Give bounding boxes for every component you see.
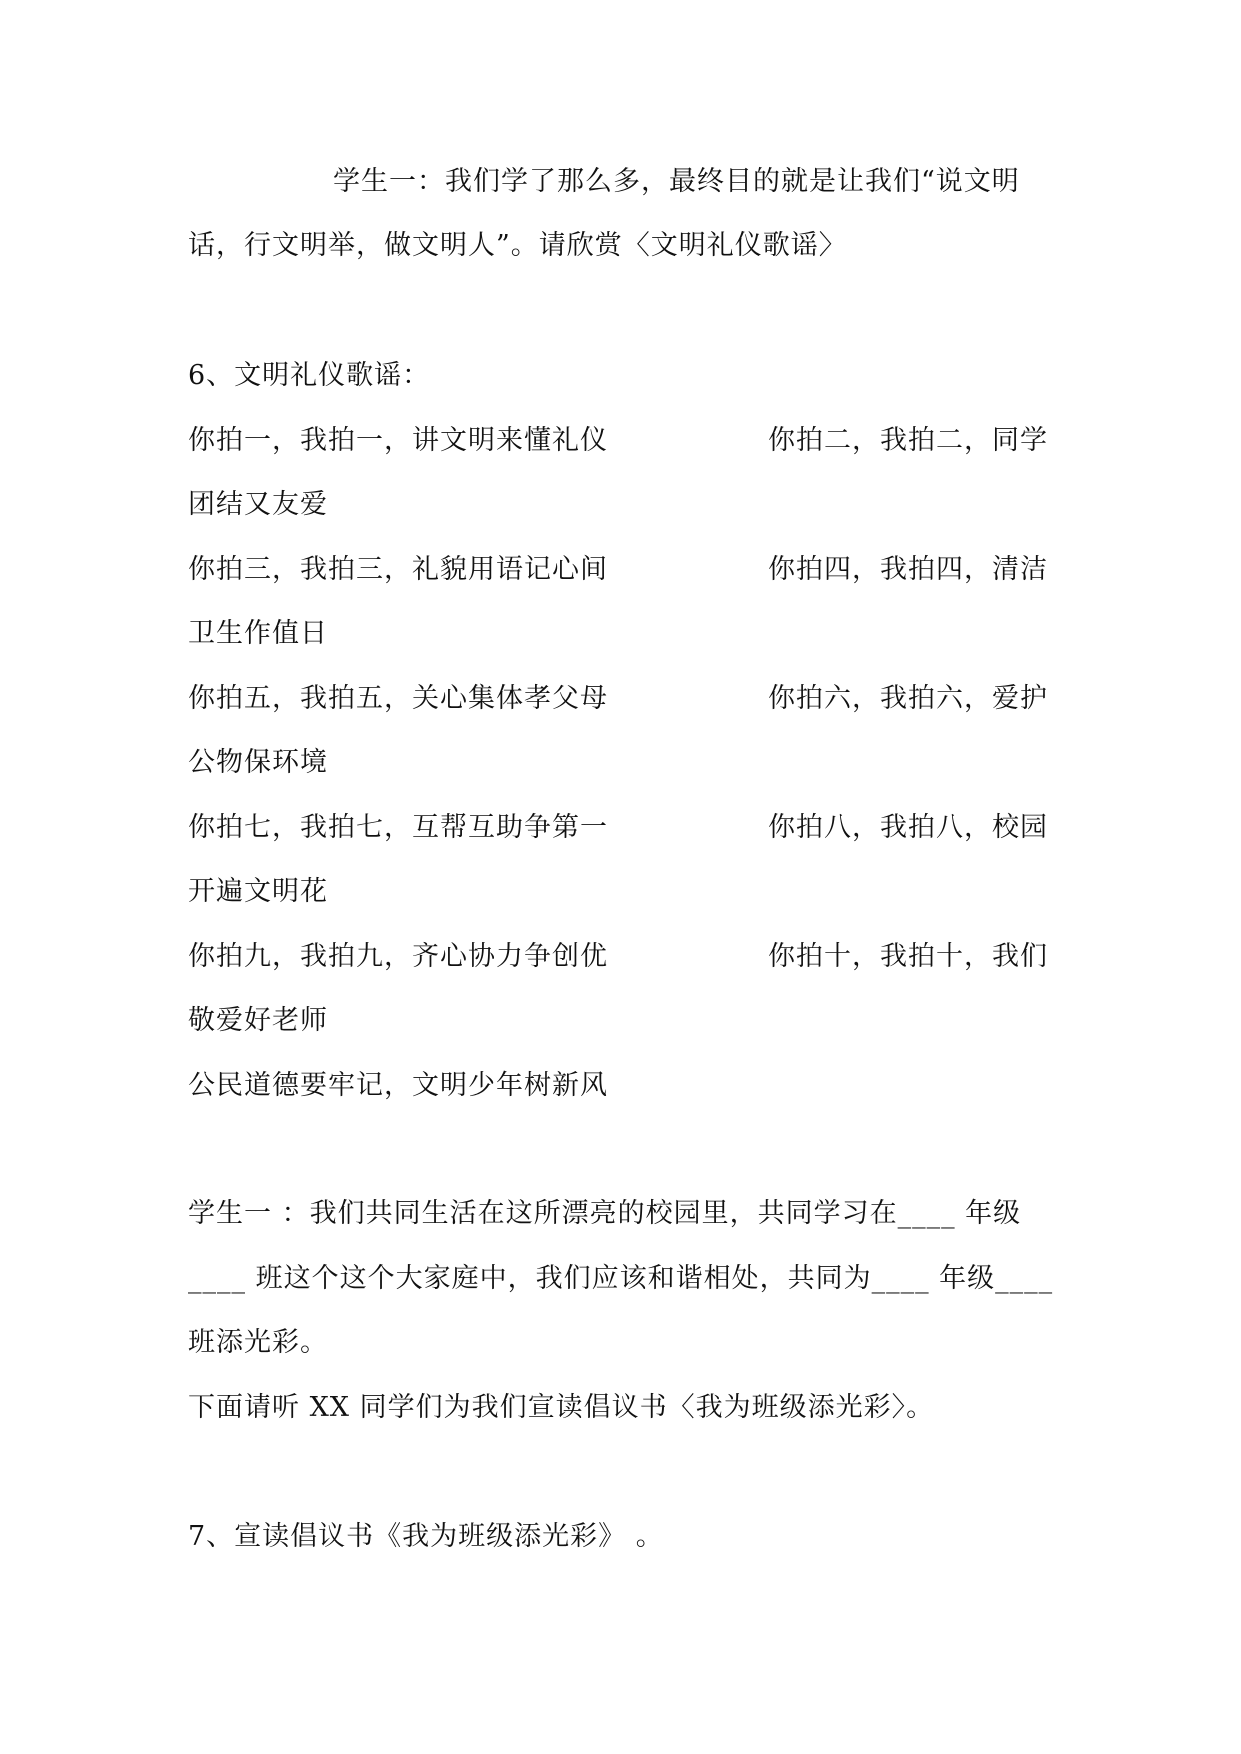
rhyme-wrap-3: 公物保环境 [188,747,328,778]
rhyme-wrap-4: 开遍文明花 [188,876,328,907]
rhyme-right: 你拍八，我拍八，校园 [768,812,1048,843]
speech-line-4: 下面请听 XX 同学们为我们宣读倡议书〈我为班级添光彩〉。 [188,1392,935,1423]
rhyme-left: 你拍五，我拍五，关心集体孝父母 [188,683,608,714]
intro-line-1: 学生一：我们学了那么多，最终目的就是让我们“说文明 [333,166,1020,197]
speech-line-1: 学生一 ：我们共同生活在这所漂亮的校园里，共同学习在____ 年级 [188,1198,1022,1229]
rhyme-left: 你拍三，我拍三，礼貌用语记心间 [188,554,608,585]
rhyme-right: 你拍六，我拍六，爱护 [768,683,1048,714]
rhyme-wrap-2: 卫生作值日 [188,618,328,649]
rhyme-left: 你拍九，我拍九，齐心协力争创优 [188,941,608,972]
rhyme-wrap-1: 团结又友爱 [188,489,328,520]
speech-line-2: ____ 班这个这个大家庭中，我们应该和谐相处，共同为____ 年级____ [188,1263,1054,1294]
rhyme-wrap-5: 敬爱好老师 [188,1005,328,1036]
rhyme-row-3 [188,681,1048,717]
rhyme-row-1 [188,423,1048,459]
rhyme-closing: 公民道德要牢记，文明少年树新风 [188,1070,608,1101]
rhyme-right: 你拍四，我拍四，清洁 [768,554,1048,585]
section-7-heading: 7、宣读倡议书《我为班级添光彩》 。 [188,1521,664,1552]
rhyme-row-2 [188,552,1048,588]
speech-line-3: 班添光彩。 [188,1327,328,1358]
rhyme-left: 你拍一，我拍一，讲文明来懂礼仪 [188,425,608,456]
section-6-heading: 6、文明礼仪歌谣： [188,360,431,391]
intro-line-2: 话，行文明举，做文明人”。请欣赏〈文明礼仪歌谣〉 [188,230,847,261]
rhyme-row-4 [188,810,1048,846]
rhyme-right: 你拍二，我拍二，同学 [768,425,1048,456]
rhyme-right: 你拍十，我拍十，我们 [768,941,1048,972]
rhyme-left: 你拍七，我拍七，互帮互助争第一 [188,812,608,843]
rhyme-row-5 [188,939,1048,975]
